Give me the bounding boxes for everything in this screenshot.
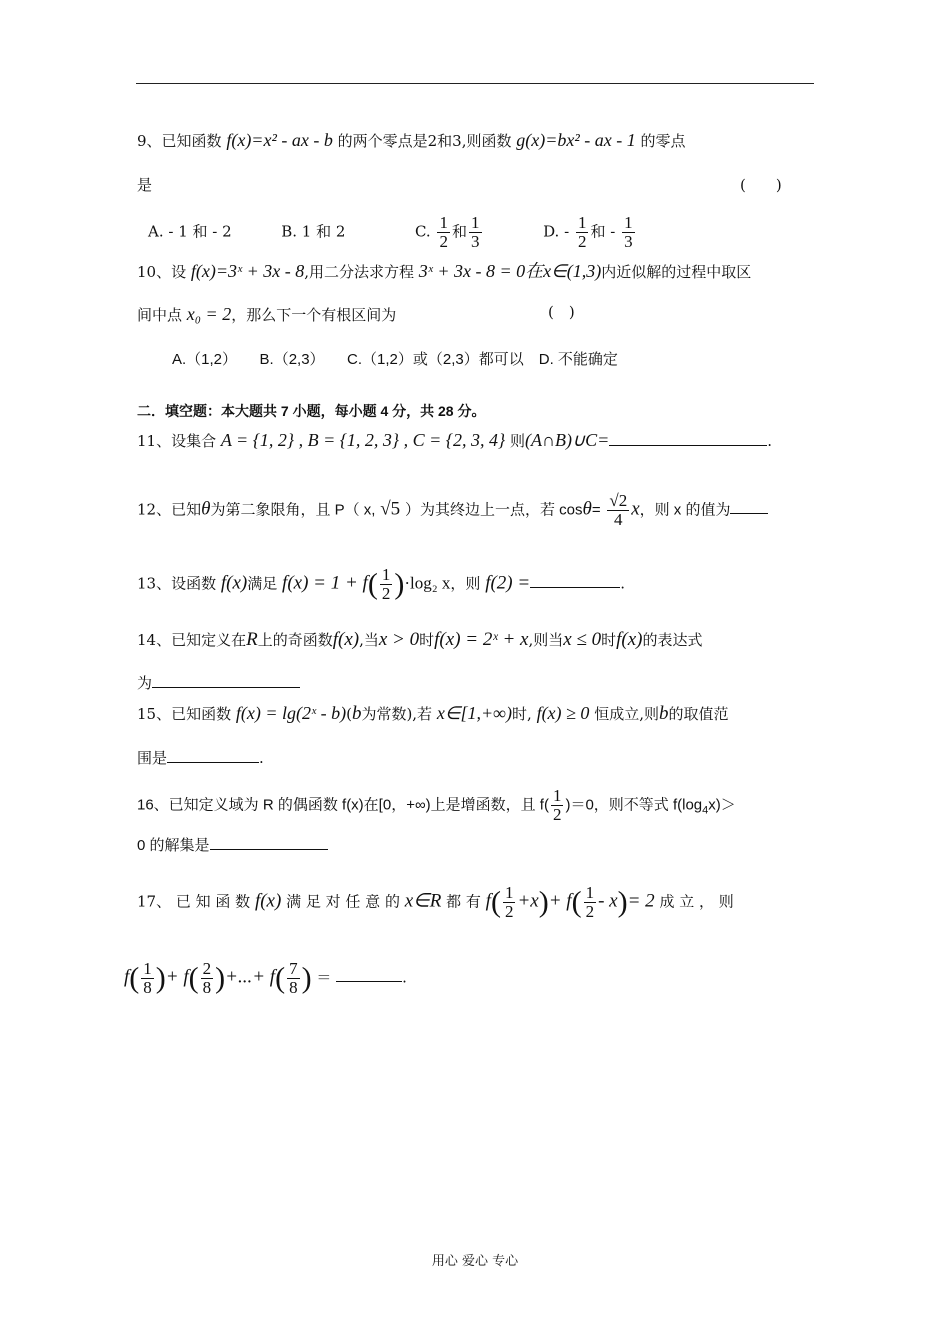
q11-line: 11、设集合 A = {1, 2} , B = {1, 2, 3} , C = {2, 3, 4} 则(A∩B)∪C= .	[137, 430, 773, 450]
q15-line2: 围是 .	[137, 749, 264, 767]
q9-answer-paren: ( )	[740, 176, 782, 194]
q9-line2: 是	[137, 176, 153, 194]
q17-line2: f( $\frac{1}{8}$ )+ f( $\frac{2}{8}$ )+...+ f( $\frac{7}{8}$ ) ＝ .	[124, 959, 407, 997]
q15-line1: 15、已知函数 f(x) = lg(2ˣ - b)(b为常数),若 x∈[1,+∞)时, f(x) ≥ 0 恒成立,则b的取值范	[137, 703, 729, 724]
q11-answer-blank	[609, 445, 767, 446]
q13-answer-blank	[530, 587, 620, 588]
q14-line1: 14、已知定义在R上的奇函数f(x),当x > 0时f(x) = 2ˣ + x,则当x ≤ 0时f(x)的表达式	[137, 629, 703, 650]
q15-answer-blank	[167, 762, 259, 763]
q10-options: A.（1,2） B.（2,3） C.（1,2）或（2,3）都可以 D. 不能确定	[172, 351, 618, 368]
q16-line2: 0 的解集是	[137, 838, 328, 853]
q16-answer-blank	[210, 849, 328, 850]
q14-answer-blank	[152, 687, 300, 688]
q13-line: 13、设函数 f(x)满足 f(x) = 1 + f( $\frac{1}{2}$ )·log₂ x，则 f(2) = .	[137, 565, 625, 603]
q10-line2: 间中点 x₀ = 2，那么下一个有根区间为	[137, 304, 397, 324]
q10-line1: 10、设 f(x)=3ˣ + 3x - 8,用二分法求方程 3ˣ + 3x - 8 = 0在x∈(1,3)内近似解的过程中取区	[137, 261, 752, 281]
q9-option-a: A. - 1 和 - 2	[148, 222, 232, 241]
q9-option-c: C.	[414, 222, 431, 241]
header-rule	[136, 83, 814, 84]
q16-line1: 16、已知定义域为 R 的偶函数 f(x)在[0，+∞)上是增函数，且 f( $\frac{1}{2}$ )＝0，则不等式 $f(\log_4x)>$	[137, 786, 736, 824]
q17-answer-blank	[336, 981, 402, 982]
q9-options: A. - 1 和 - 2 B. 1 和 2 C. $\frac{1}{2}$ 和 $\frac{1}{3}$ D. - $\frac{1}{2}$ 和 - $\frac{1}{3}$	[148, 213, 633, 251]
q9-option-b: B. 1 和 2	[281, 222, 346, 241]
section-title-fill-in: 二．填空题：本大题共 7 小题，每小题 4 分，共 28 分。	[137, 403, 486, 419]
page-footer: 用心 爱心 专心	[431, 1254, 519, 1269]
q17-line1: 17、 已 知 函 数 f(x) 满 足 对 任 意 的 x∈R 都 有 f( $\frac{1}{2}$ +x)+ f( $\frac{1}{2}$ - x)= 2 成 立 ， 则	[137, 883, 734, 921]
q9-option-d: D. -	[543, 222, 570, 241]
q14-line2: 为	[137, 676, 300, 691]
q9-line1: 9、已知函数 f(x)=x² - ax - b 的两个零点是2和3,则函数 g(x)=bx² - ax - 1 的零点	[137, 130, 686, 150]
q12-line: 12、已知θ为第二象限角，且 P（ x, √5 ）为其终边上一点，若 cosθ= $\frac{√2}{4}$ x，则 x 的值为	[137, 492, 768, 529]
q10-answer-paren: ( )	[548, 303, 575, 321]
q12-answer-blank	[730, 513, 768, 514]
